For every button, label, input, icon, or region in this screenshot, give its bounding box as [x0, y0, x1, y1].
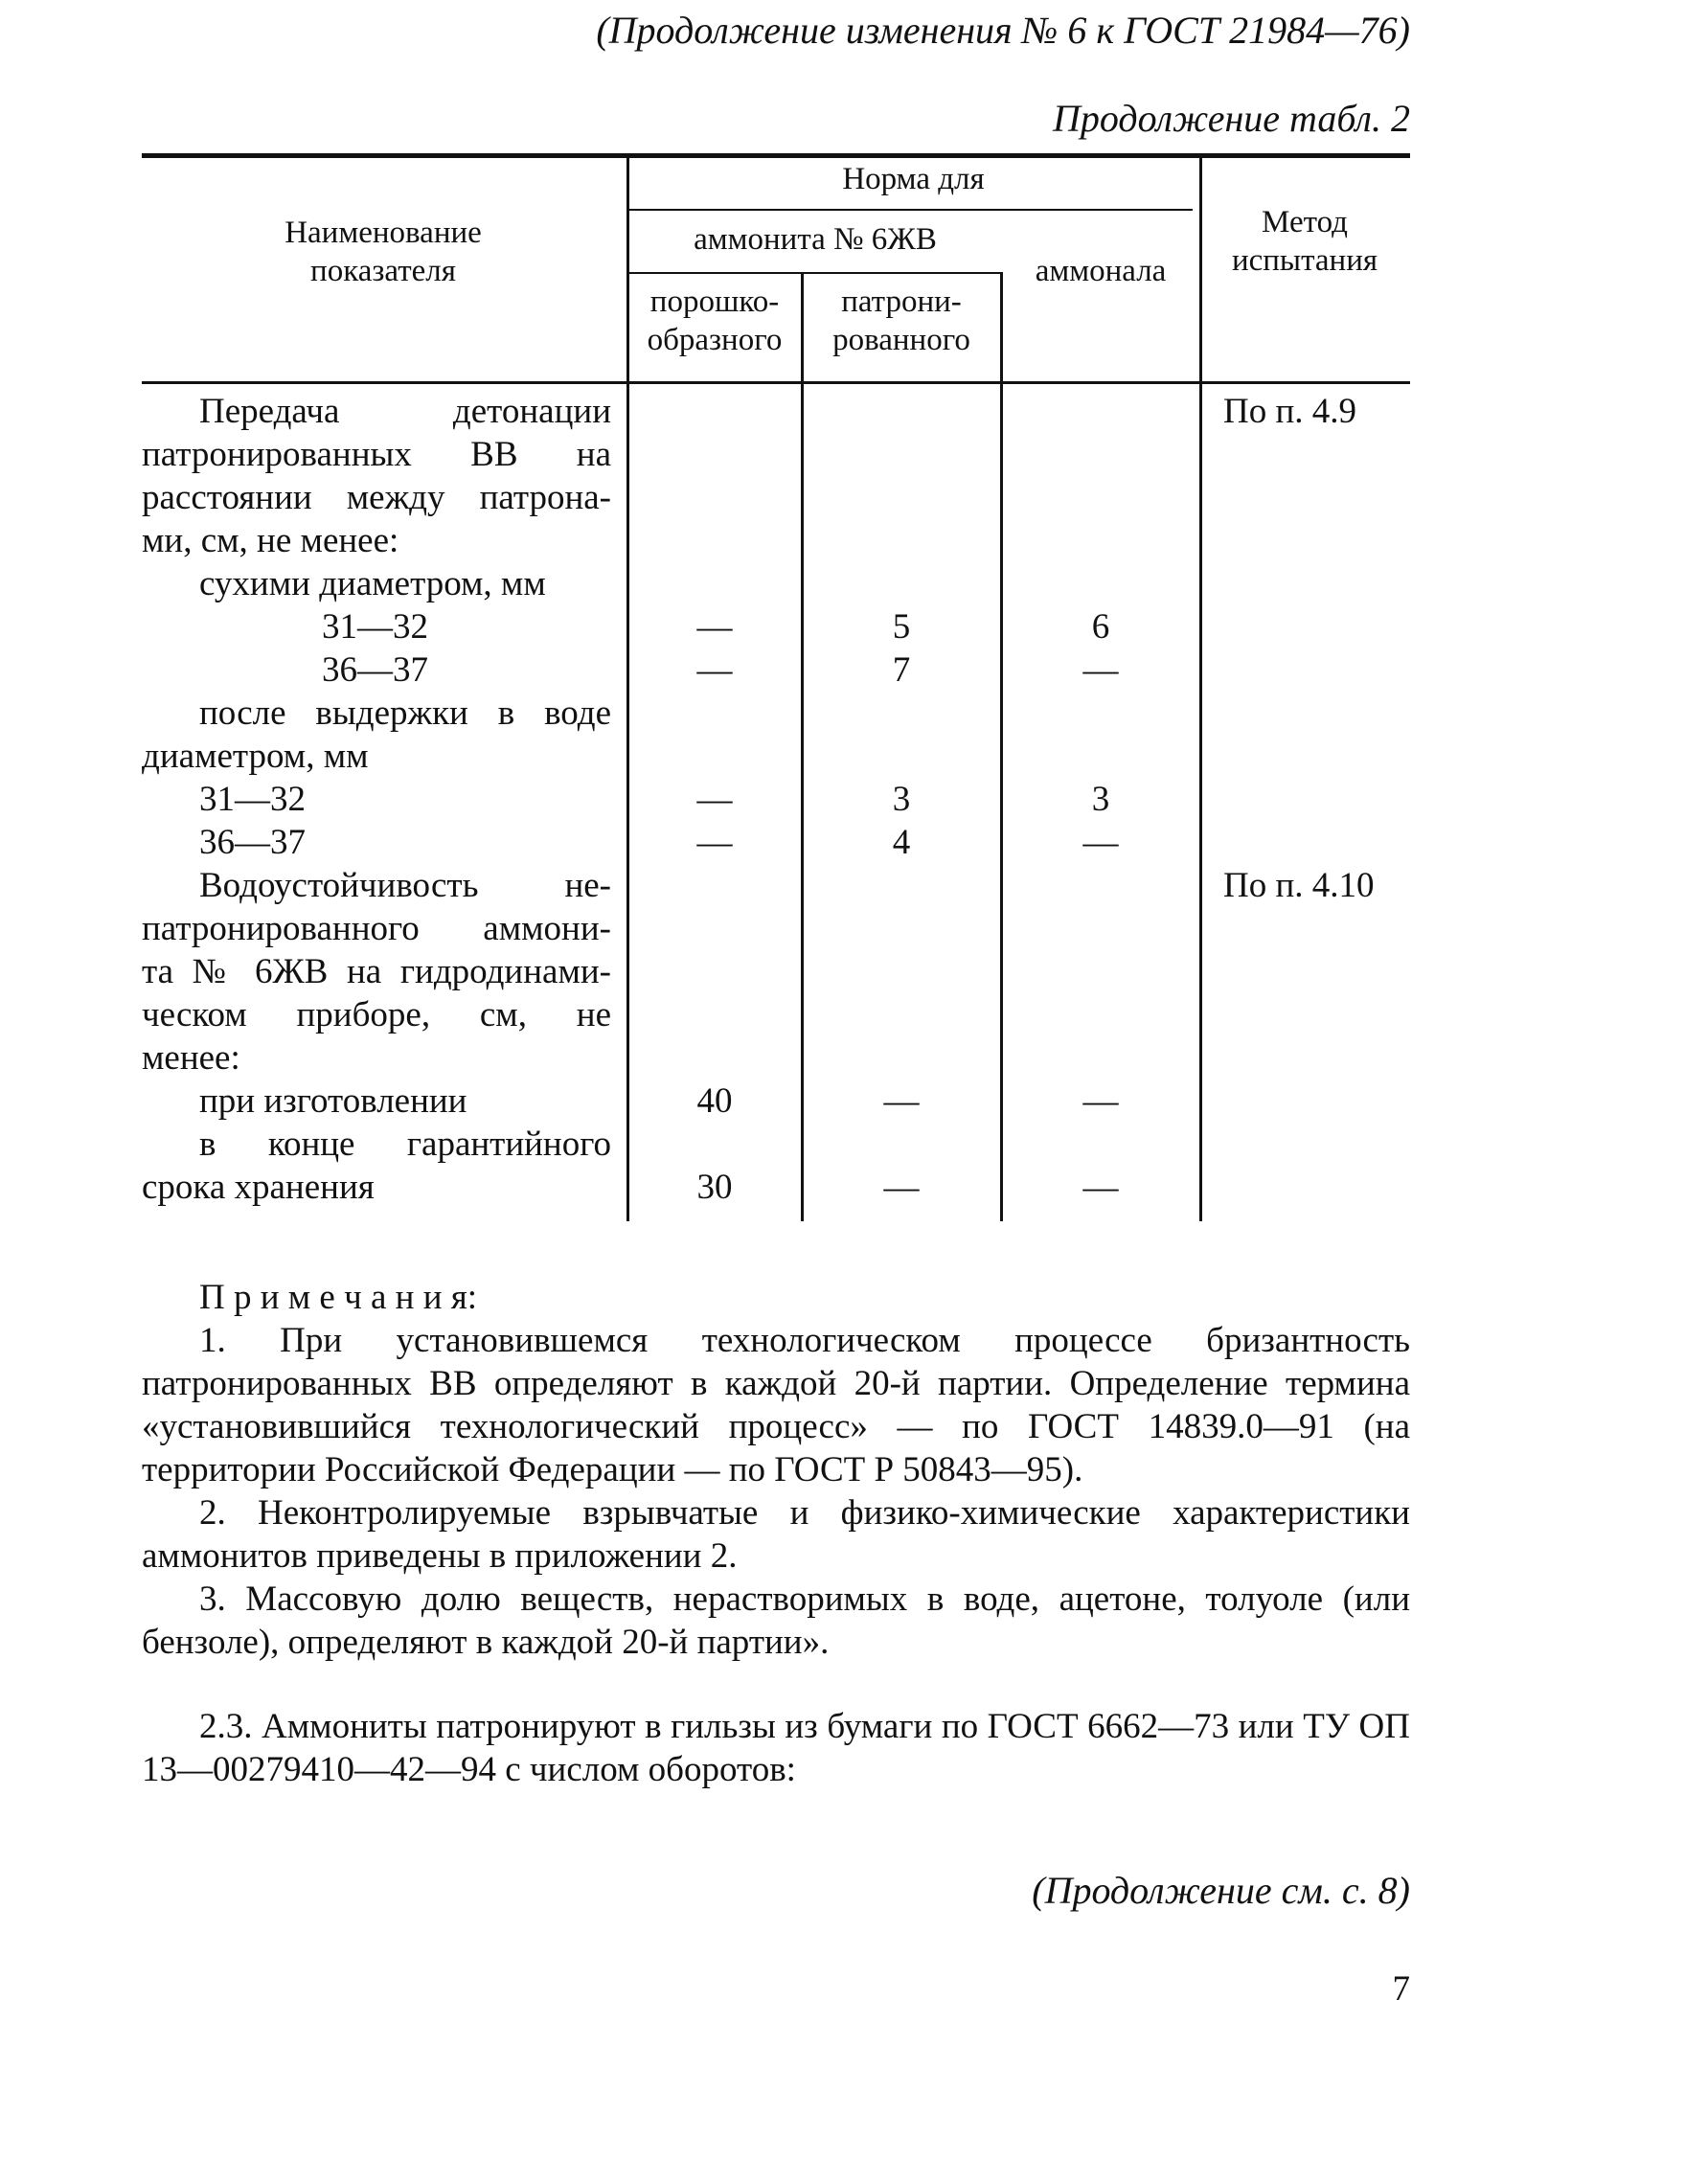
row-text: та № 6ЖВ на гидродинами- [142, 952, 611, 991]
value-cell: — [1082, 1168, 1119, 1207]
row-text: патронированного аммони- [142, 909, 611, 948]
row-text: 31—32 [199, 780, 306, 819]
value-cell: — [696, 650, 733, 690]
value-cell: 7 [892, 650, 911, 690]
header-powder: порошко-образного [647, 284, 783, 357]
note-3: 3. Массовую долю веществ, нерастворимых в воде, ацетоне, толуоле (или бензоле), определяют в каждой 20-й партии». [142, 1579, 1410, 1662]
page-number: 7 [1392, 1969, 1410, 2009]
row-text: диаметром, мм [142, 737, 369, 776]
row-text: срока хранения [142, 1168, 375, 1207]
table-continuation-label: Продолжение табл. 2 [1052, 97, 1410, 140]
header-cartridge: патрони-рованного [832, 284, 970, 357]
notes-title: П р и м е ч а н и я: [199, 1278, 478, 1317]
value-cell: — [696, 780, 733, 819]
paragraph-text: 2.3. Аммониты патронируют в гильзы из бумаги по ГОСТ 6662—73 или ТУ ОП 13—00279410—42—94 с числом оборотов: [142, 1707, 1410, 1789]
paragraph-2-3 [142, 1705, 1410, 1791]
header-bottom-rule [142, 381, 1410, 384]
row-text: при изготовлении [199, 1081, 467, 1121]
header-ammonal: аммонала [1035, 254, 1167, 288]
note-2: 2. Неконтролируемые взрывчатые и физико-химические характеристики аммонитов приведены в приложении 2. [142, 1493, 1410, 1576]
row-text: 36—37 [322, 650, 428, 690]
row-text: в конце гарантийного [199, 1125, 611, 1164]
method-cell: По п. 4.9 [1223, 392, 1357, 431]
header-method: Метод испытания [1231, 205, 1378, 278]
value-cell: 30 [696, 1168, 733, 1207]
value-cell: 3 [1091, 780, 1110, 819]
header-norm-for: Норма для [842, 162, 985, 196]
header-ammonit: аммонита № 6ЖВ [694, 222, 937, 257]
row-text: менее: [142, 1038, 240, 1078]
row-text: после выдержки в воде [199, 693, 611, 733]
row-text: Передача детонации [199, 392, 611, 431]
value-cell: — [1082, 1081, 1119, 1121]
header-sub-rule-1 [627, 209, 1193, 211]
value-cell: — [696, 823, 733, 862]
method-cell: По п. 4.10 [1223, 866, 1375, 905]
value-cell: 4 [892, 823, 911, 862]
row-text: ми, см, не менее: [142, 521, 399, 560]
row-text: 31—32 [322, 607, 428, 647]
value-cell: 5 [892, 607, 911, 647]
value-cell: 40 [696, 1081, 733, 1121]
row-text: ческом приборе, см, не [142, 995, 611, 1034]
table-top-rule [142, 153, 1410, 158]
continuation-footer: (Продолжение см. с. 8) [1032, 1869, 1410, 1912]
value-cell: — [1082, 650, 1119, 690]
header-name-column: Наименование показателя [285, 216, 482, 288]
notes-block [142, 1276, 1410, 1664]
note-1: 1. При установившемся технологическом процессе бризантность патронированных ВВ определяют в каждой 20-й партии. Определение термина «установившийся технологический процесс» — по ГОСТ 14839.0—91 (на территории Российской Федерации — по ГОСТ Р 50843—95). [142, 1321, 1410, 1489]
continuation-header: (Продолжение изменения № 6 к ГОСТ 21984—76) [596, 9, 1410, 52]
row-text: 36—37 [199, 823, 306, 862]
value-cell: 3 [892, 780, 911, 819]
value-cell: 6 [1091, 607, 1110, 647]
row-text: сухими диаметром, мм [199, 564, 546, 603]
value-cell: — [1082, 823, 1119, 862]
row-text: Водоустойчивость не- [199, 866, 611, 905]
value-cell: — [883, 1081, 920, 1121]
row-text: патронированных ВВ на [142, 435, 611, 474]
col-divider-4 [1199, 156, 1202, 1221]
row-text: расстоянии между патрона- [142, 478, 611, 517]
header-sub-rule-2 [627, 272, 1003, 274]
value-cell: — [696, 607, 733, 647]
value-cell: — [883, 1168, 920, 1207]
